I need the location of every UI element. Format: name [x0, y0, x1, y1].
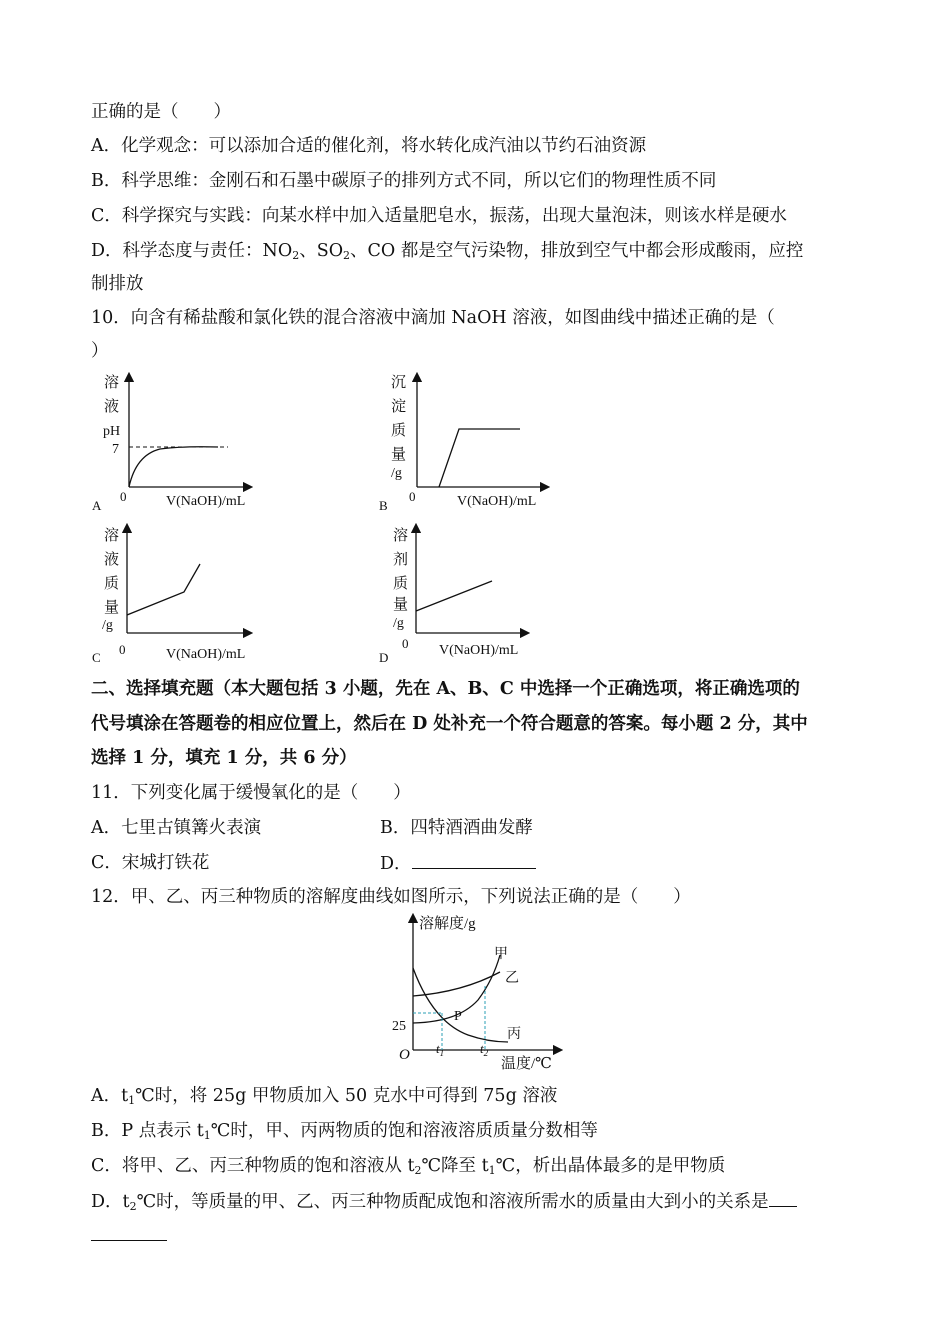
- graph-c-ylabel-3: 质: [104, 576, 120, 592]
- q12-option-d: D．$t_2℃$时，等质量的甲、乙、丙三种物质配成饱和溶液所需水的质量由大到小的关系是: [91, 1190, 797, 1213]
- curve-jia-label: 甲: [494, 947, 508, 962]
- graph-a-letter: A: [92, 498, 102, 513]
- section2-line2: 代号填涂在答题卷的相应位置上，然后在 D 处补充一个符合题意的答案。每小题 2 分，其中: [91, 714, 808, 734]
- q10-graph-c: [88, 518, 288, 668]
- q12-solubility-graph: [388, 910, 578, 1080]
- graph-d-ylabel-4: 量: [393, 597, 409, 613]
- graph-d-ylabel-2: 剂: [393, 552, 409, 568]
- graph-c-xlabel: V(NaOH)/mL: [166, 647, 246, 662]
- graph-d-letter: D: [379, 650, 389, 665]
- q11-option-d: D．: [380, 852, 536, 875]
- q12-option-c: C．将甲、乙、丙三种物质的饱和溶液从 $t_2℃$降至 $t_1℃$，析出晶体最多的是甲物质: [91, 1156, 726, 1177]
- graph-a-xlabel: V(NaOH)/mL: [166, 494, 246, 509]
- point-p-label: P: [454, 1009, 462, 1024]
- graph-a-ylabel-1: 溶: [104, 375, 120, 391]
- origin-label: O: [399, 1047, 410, 1063]
- section2-line3: 选择 1 分，填充 1 分，共 6 分）: [91, 748, 357, 768]
- graph-b-ylabel-5: /g: [391, 466, 402, 481]
- q11-option-b: B．四特酒酒曲发酵: [380, 818, 533, 838]
- graph-c-ylabel-2: 液: [104, 552, 120, 568]
- solubility-ylabel: 溶解度/g: [419, 916, 476, 932]
- q9-option-d: D．科学态度与责任：$NO_2$、$SO_2$、CO 都是空气污染物，排放到空气中都会形成酸雨，应控: [91, 241, 804, 262]
- q10-graph-b: [375, 365, 575, 515]
- graph-c-ylabel-4: 量: [104, 600, 120, 616]
- graph-b-origin: 0: [409, 489, 416, 504]
- q10-stem-continued: ）: [91, 341, 109, 361]
- q12-answer-blank-continued[interactable]: [91, 1240, 167, 1241]
- graph-b-ylabel-1: 沉: [391, 375, 407, 391]
- q11-stem: 11．下列变化属于缓慢氧化的是（ ）: [91, 783, 411, 803]
- graph-d-ylabel-3: 质: [393, 576, 409, 592]
- q11-option-a: A．七里古镇篝火表演: [91, 818, 262, 838]
- graph-c-ylabel-5: /g: [102, 618, 113, 633]
- t1-label: $t_1$: [436, 1041, 445, 1058]
- curve-bing-label: 丙: [507, 1027, 521, 1042]
- graph-c-ylabel-1: 溶: [104, 528, 120, 544]
- y-tick-25: 25: [392, 1019, 406, 1034]
- graph-b-letter: B: [379, 498, 388, 513]
- q12-stem: 12．甲、乙、丙三种物质的溶解度曲线如图所示，下列说法正确的是（ ）: [91, 887, 691, 907]
- graph-d-origin: 0: [402, 636, 409, 651]
- q12-option-a: A．$t_1℃$时，将 25g 甲物质加入 50 克水中可得到 75g 溶液: [91, 1086, 558, 1107]
- graph-d-xlabel: V(NaOH)/mL: [439, 643, 519, 658]
- graph-d-ylabel-1: 溶: [393, 528, 409, 544]
- q11-answer-blank[interactable]: [412, 852, 536, 869]
- section2-line1: 二、选择填充题（本大题包括 3 小题，先在 A、B、C 中选择一个正确选项，将正确选项的: [91, 679, 800, 699]
- graph-b-xlabel: V(NaOH)/mL: [457, 494, 537, 509]
- q9-option-c: C．科学探究与实践：向某水样中加入适量肥皂水，振荡，出现大量泡沫，则该水样是硬水: [91, 206, 787, 226]
- graph-d-ylabel-5: /g: [393, 616, 404, 631]
- q9-option-d-continued: 制排放: [91, 274, 144, 294]
- graph-a-tick-7: 7: [112, 442, 119, 457]
- q10-stem: 10．向含有稀盐酸和氯化铁的混合溶液中滴加 NaOH 溶液，如图曲线中描述正确的是（: [91, 308, 775, 328]
- q9-option-b: B．科学思维：金刚石和石墨中碳原子的排列方式不同，所以它们的物理性质不同: [91, 171, 717, 191]
- q11-option-c: C．宋城打铁花: [91, 853, 210, 873]
- graph-a-ylabel-2: 液: [104, 399, 120, 415]
- graph-c-letter: C: [92, 650, 101, 665]
- solubility-xlabel: 温度/℃: [501, 1056, 552, 1072]
- graph-a-origin: 0: [120, 489, 127, 504]
- curve-yi-label: 乙: [505, 971, 519, 986]
- graph-b-ylabel-3: 质: [391, 423, 407, 439]
- q12-option-b: B．P 点表示 $t_1℃$时，甲、丙两物质的饱和溶液溶质质量分数相等: [91, 1121, 598, 1142]
- graph-b-ylabel-4: 量: [391, 447, 407, 463]
- q9-stem-end: 正确的是（ ）: [91, 102, 231, 122]
- t2-label: $t_2$: [480, 1041, 489, 1058]
- graph-b-ylabel-2: 淀: [391, 399, 407, 415]
- q10-graph-d: [375, 518, 575, 668]
- q12-answer-blank[interactable]: [769, 1190, 797, 1207]
- q9-option-a: A．化学观念：可以添加合适的催化剂，将水转化成汽油以节约石油资源: [91, 136, 647, 156]
- graph-a-ylabel-3: pH: [103, 424, 121, 439]
- q10-graph-a: [88, 365, 288, 515]
- graph-c-origin: 0: [119, 642, 126, 657]
